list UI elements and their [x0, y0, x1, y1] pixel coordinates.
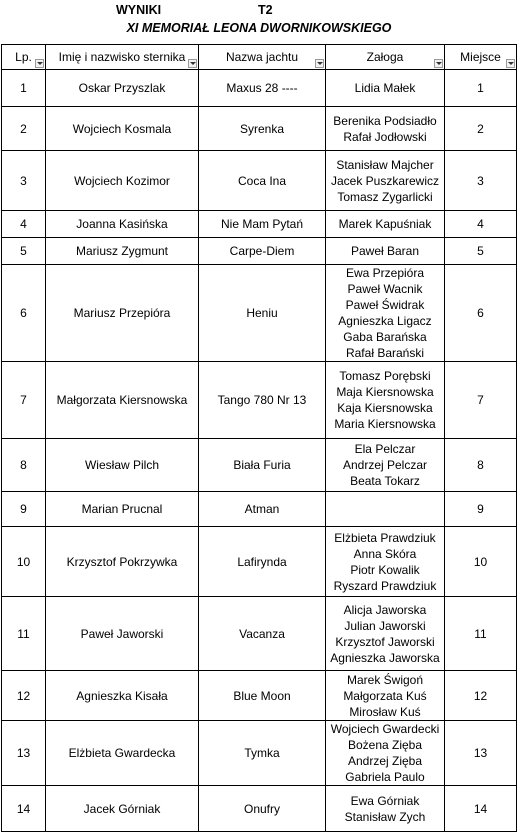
crew-member: Paweł Świdrak [345, 298, 425, 312]
table-row [2, 362, 517, 439]
table-row [2, 265, 517, 362]
cell-lp[interactable]: 10 [2, 527, 46, 597]
cell-yacht[interactable]: Onufry [199, 786, 326, 832]
filter-dropdown-icon[interactable] [188, 59, 197, 68]
cell-lp[interactable]: 2 [2, 107, 46, 151]
crew-member: Marek Kapuśniak [338, 217, 432, 231]
cell-skipper[interactable]: Wojciech Kozimor [46, 151, 199, 211]
cell-skipper[interactable]: Elżbieta Gwardecka [46, 721, 199, 786]
column-header-crew: Załoga [326, 45, 445, 70]
filter-dropdown-icon[interactable] [506, 59, 515, 68]
crew-member: Rafał Barański [345, 346, 425, 360]
crew-member: Rafał Jodłowski [343, 129, 427, 144]
crew-member: Agnieszka Ligacz [338, 314, 432, 328]
cell-place[interactable]: 12 [445, 671, 517, 721]
crew-member: Marek Świgoń [346, 672, 424, 687]
cell-crew[interactable] [326, 786, 445, 832]
cell-yacht[interactable]: Coca Ina [199, 151, 326, 211]
filter-dropdown-icon[interactable] [434, 59, 443, 68]
cell-lp[interactable]: 3 [2, 151, 46, 211]
crew-member: Andrzej Zięba [347, 754, 423, 768]
cell-skipper[interactable]: Paweł Jaworski [46, 597, 199, 671]
header-row [0, 0, 518, 20]
crew-member: Maja Kiersnowska [336, 385, 434, 399]
table-row [2, 597, 517, 671]
cell-place[interactable]: 11 [445, 597, 517, 671]
cell-place[interactable]: 3 [445, 151, 517, 211]
cell-place[interactable]: 9 [445, 492, 517, 527]
crew-member: Gabriela Paulo [345, 770, 425, 784]
cell-place[interactable]: 7 [445, 362, 517, 439]
cell-skipper[interactable]: Marian Prucnal [46, 492, 199, 527]
cell-skipper[interactable]: Oskar Przyszlak [46, 70, 199, 107]
cell-crew[interactable] [326, 671, 445, 721]
cell-crew[interactable] [326, 151, 445, 211]
table-row [2, 786, 517, 832]
table-row [2, 70, 517, 107]
cell-lp[interactable]: 7 [2, 362, 46, 439]
cell-crew[interactable] [326, 265, 445, 362]
crew-member: Ela Pelczar [354, 442, 416, 456]
crew-member: Maria Kiersnowska [334, 417, 436, 431]
cell-place[interactable]: 13 [445, 721, 517, 786]
crew-member: Ewa Przepióra [345, 266, 425, 280]
crew-member: Anna Skóra [353, 546, 417, 561]
cell-crew[interactable] [326, 721, 445, 786]
cell-yacht[interactable]: Heniu [199, 265, 326, 362]
cell-yacht[interactable]: Lafirynda [199, 527, 326, 597]
cell-crew[interactable] [326, 238, 445, 265]
crew-member: Beata Tokarz [350, 474, 420, 488]
cell-crew[interactable] [326, 70, 445, 107]
results-label: WYNIKI [116, 3, 162, 17]
crew-member: Stanisław Majcher [336, 157, 434, 172]
cell-skipper[interactable]: Mariusz Zygmunt [46, 238, 199, 265]
cell-skipper[interactable]: Krzysztof Pokrzywka [46, 527, 199, 597]
table-header-row [2, 45, 517, 70]
cell-yacht[interactable]: Vacanza [199, 597, 326, 671]
cell-lp[interactable]: 6 [2, 265, 46, 362]
crew-member: Julian Jaworski [344, 618, 426, 633]
cell-lp[interactable]: 13 [2, 721, 46, 786]
crew-member: Alicja Jaworska [343, 602, 427, 617]
cell-lp[interactable]: 12 [2, 671, 46, 721]
cell-yacht[interactable]: Maxus 28 ---- [199, 70, 326, 107]
cell-lp[interactable]: 14 [2, 786, 46, 832]
cell-yacht[interactable]: Blue Moon [199, 671, 326, 721]
cell-crew[interactable] [326, 527, 445, 597]
cell-skipper[interactable]: Joanna Kasińska [46, 211, 199, 238]
cell-yacht[interactable]: Nie Mam Pytań [199, 211, 326, 238]
cell-skipper[interactable]: Wojciech Kosmala [46, 107, 199, 151]
crew-member: Tomasz Porębski [339, 369, 431, 383]
cell-crew[interactable] [326, 211, 445, 238]
table-row [2, 527, 517, 597]
cell-lp[interactable]: 8 [2, 439, 46, 492]
crew-member: Tomasz Zygarlicki [337, 189, 433, 204]
crew-member: Kaja Kiersnowska [337, 401, 433, 415]
cell-skipper[interactable]: Jacek Górniak [46, 786, 199, 832]
cell-place[interactable]: 4 [445, 211, 517, 238]
cell-place[interactable]: 1 [445, 70, 517, 107]
crew-member: Małgorzata Kuś [343, 688, 427, 703]
cell-place[interactable]: 6 [445, 265, 517, 362]
column-header-yacht: Nazwa jachtu [199, 45, 326, 70]
filter-dropdown-icon[interactable] [315, 59, 324, 68]
table-row [2, 151, 517, 211]
cell-skipper[interactable]: Wiesław Pilch [46, 439, 199, 492]
crew-member: Paweł Wacnik [347, 282, 423, 296]
cell-lp[interactable]: 4 [2, 211, 46, 238]
crew-member: Ryszard Prawdziuk [333, 578, 437, 593]
crew-member: Krzysztof Jaworski [335, 634, 435, 649]
table-row [2, 211, 517, 238]
column-header-lp: Lp. [2, 45, 46, 70]
cell-place[interactable]: 2 [445, 107, 517, 151]
table-row [2, 107, 517, 151]
table-row [2, 721, 517, 786]
class-label: T2 [258, 3, 273, 17]
cell-lp[interactable]: 9 [2, 492, 46, 527]
crew-member: Paweł Baran [350, 244, 420, 258]
cell-crew[interactable] [326, 362, 445, 439]
results-table [1, 44, 517, 832]
results-body [2, 70, 517, 832]
cell-crew[interactable] [326, 597, 445, 671]
cell-place[interactable]: 5 [445, 238, 517, 265]
cell-lp[interactable]: 5 [2, 238, 46, 265]
cell-yacht[interactable]: Biała Furia [199, 439, 326, 492]
cell-crew[interactable] [326, 107, 445, 151]
crew-member: Bożena Zięba [347, 738, 423, 752]
cell-yacht[interactable]: Tango 780 Nr 13 [199, 362, 326, 439]
crew-member: Lidia Małek [354, 81, 416, 95]
crew-member: Andrzej Pelczar [342, 458, 428, 472]
cell-place[interactable]: 8 [445, 439, 517, 492]
cell-lp[interactable]: 1 [2, 70, 46, 107]
table-row [2, 439, 517, 492]
table-row [2, 238, 517, 265]
cell-crew[interactable] [326, 492, 445, 527]
crew-member: Stanisław Zych [344, 809, 426, 824]
crew-member: Elżbieta Prawdziuk [334, 530, 436, 545]
cell-lp[interactable]: 11 [2, 597, 46, 671]
crew-member: Agnieszka Jaworska [330, 650, 440, 665]
cell-skipper[interactable]: Mariusz Przepióra [46, 265, 199, 362]
crew-member: Mirosław Kuś [349, 704, 421, 719]
cell-place[interactable]: 10 [445, 527, 517, 597]
table-row [2, 671, 517, 721]
crew-member: Piotr Kowalik [350, 562, 420, 577]
crew-member: Ewa Górniak [350, 793, 420, 808]
crew-member: Berenika Podsiadło [333, 113, 437, 128]
column-header-place: Miejsce [445, 45, 517, 70]
cell-yacht[interactable]: Atman [199, 492, 326, 527]
cell-yacht[interactable]: Carpe-Diem [199, 238, 326, 265]
filter-dropdown-icon[interactable] [35, 59, 44, 68]
crew-member: Gaba Barańska [343, 330, 427, 344]
table-row [2, 492, 517, 527]
cell-yacht[interactable]: Syrenka [199, 107, 326, 151]
cell-crew[interactable] [326, 439, 445, 492]
cell-place[interactable]: 14 [445, 786, 517, 832]
cell-yacht[interactable]: Tymka [199, 721, 326, 786]
cell-skipper[interactable]: Agnieszka Kisała [46, 671, 199, 721]
crew-member: Wojciech Gwardecki [330, 722, 440, 736]
column-header-skipper: Imię i nazwisko sternika [46, 45, 199, 70]
crew-member: Jacek Puszkarewicz [330, 173, 440, 188]
event-title: XI MEMORIAŁ LEONA DWORNIKOWSKIEGO [126, 21, 392, 35]
cell-skipper[interactable]: Małgorzata Kiersnowska [46, 362, 199, 439]
